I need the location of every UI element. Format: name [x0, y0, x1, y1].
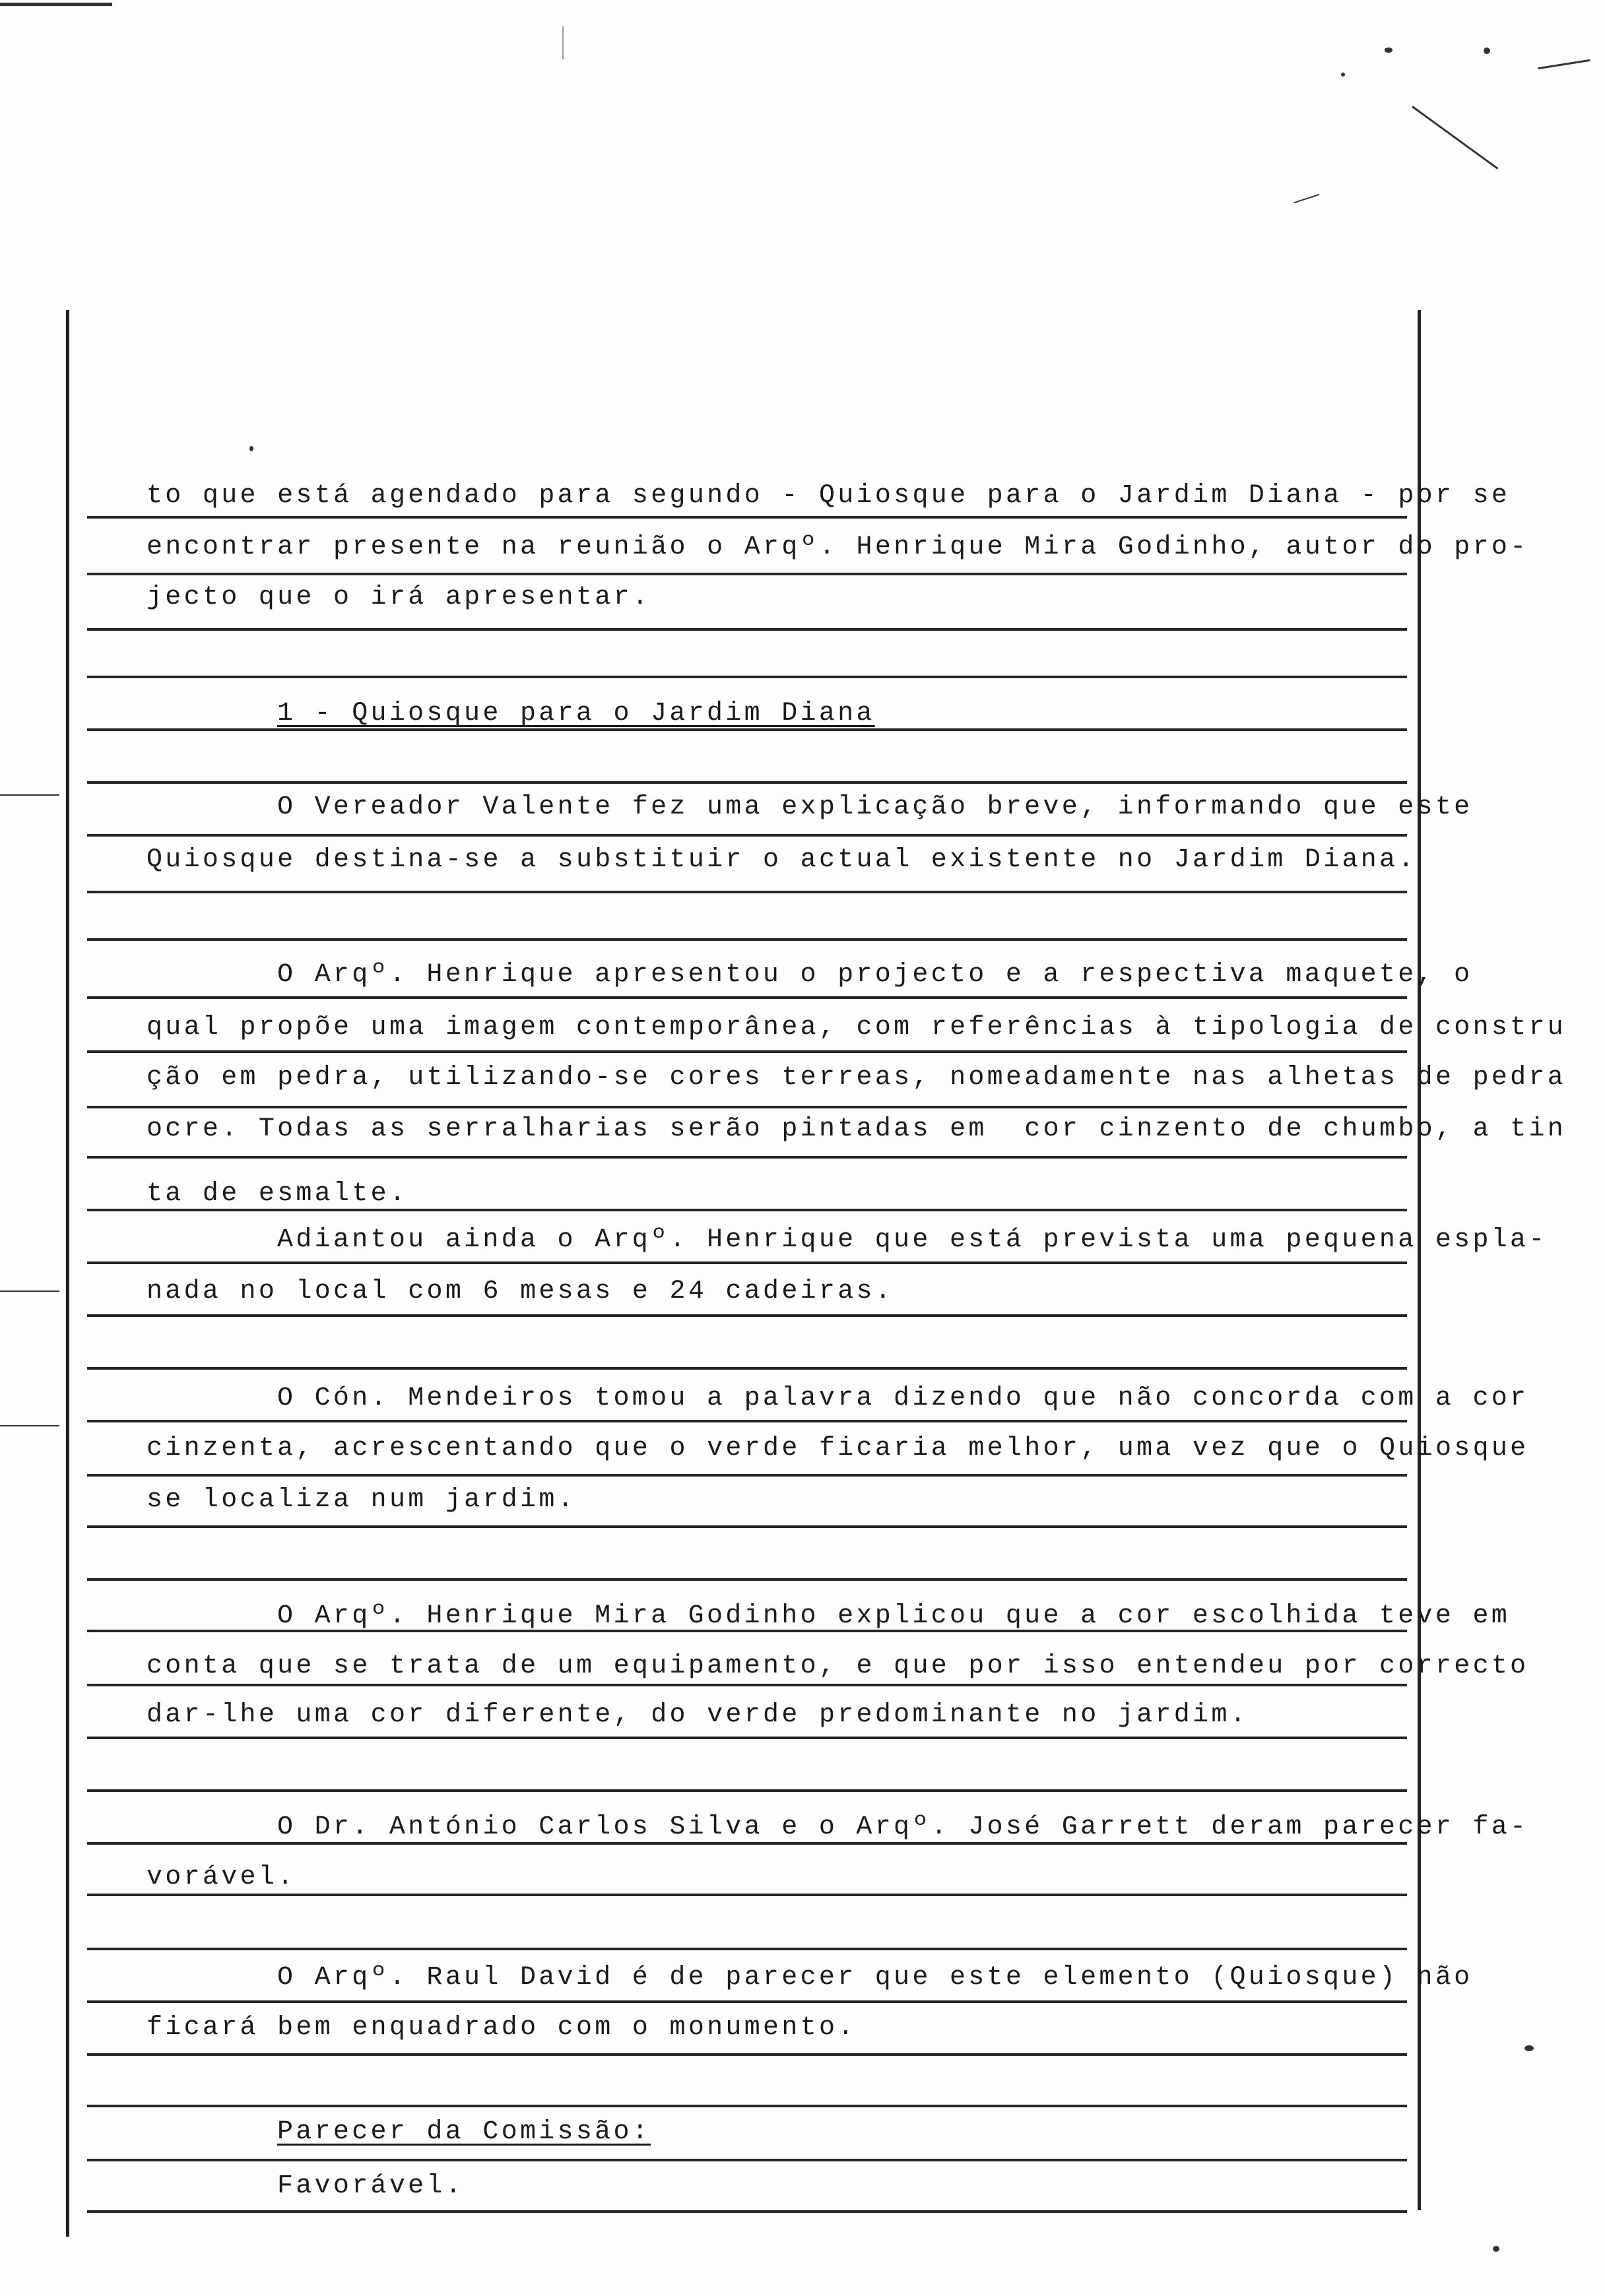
text-line: jecto que o irá apresentar. — [147, 583, 651, 612]
ruled-line — [87, 834, 1407, 837]
ruled-line — [87, 1789, 1407, 1792]
scan-speck — [1493, 2246, 1499, 2252]
scan-speck — [1484, 48, 1490, 54]
text-line: nada no local com 6 mesas e 24 cadeiras. — [147, 1277, 894, 1306]
ruled-line — [87, 996, 1407, 999]
ruled-line — [87, 2053, 1407, 2056]
text-line: O Arqº. Henrique Mira Godinho explicou que a cor escolhida teve em — [277, 1601, 1511, 1631]
ruled-line — [87, 1156, 1407, 1159]
scan-mark — [0, 3, 112, 6]
left-margin-rule — [66, 310, 69, 2237]
text-line: se localiza num jardim. — [147, 1485, 576, 1515]
text-line: ta de esmalte. — [147, 1179, 409, 1209]
scan-mark — [0, 794, 59, 796]
ruled-line — [87, 1261, 1407, 1264]
ruled-line — [87, 2105, 1407, 2107]
ruled-line — [87, 2159, 1407, 2161]
committee-opinion-heading: Parecer da Comissão: — [277, 2117, 651, 2147]
committee-opinion-value: Favorável. — [277, 2171, 465, 2201]
ruled-line — [87, 2000, 1407, 2003]
text-line: dar-lhe uma cor diferente, do verde predominante no jardim. — [147, 1700, 1249, 1730]
text-line: ficará bem enquadrado com o monumento. — [147, 2013, 857, 2043]
ruled-line — [87, 1948, 1407, 1950]
scan-mark — [562, 26, 564, 59]
text-line: encontrar presente na reunião o Arqº. Henrique Mira Godinho, autor do pro- — [147, 532, 1529, 562]
ruled-line — [87, 891, 1407, 893]
text-line: to que está agendado para segundo - Quiosque para o Jardim Diana - por se — [147, 481, 1511, 511]
right-margin-rule — [1418, 310, 1421, 2210]
scan-mark — [0, 1291, 59, 1292]
text-line: cinzenta, acrescentando que o verde ficaria melhor, uma vez que o Quiosque — [147, 1434, 1529, 1463]
text-line: vorável. — [147, 1863, 296, 1892]
scan-speck — [1524, 2045, 1534, 2051]
section-heading: 1 - Quiosque para o Jardim Diana — [277, 699, 875, 728]
ruled-line — [87, 573, 1407, 575]
scan-speck — [1385, 48, 1392, 53]
text-line: O Arqº. Raul David é de parecer que este elemento (Quiosque) não — [277, 1963, 1473, 1993]
scan-speck — [1341, 73, 1345, 77]
text-line: Adiantou ainda o Arqº. Henrique que está prevista uma pequena espla- — [277, 1225, 1548, 1255]
ruled-line — [87, 938, 1407, 941]
scan-mark — [1294, 194, 1320, 203]
ruled-line — [87, 1737, 1407, 1739]
ruled-line — [87, 516, 1407, 519]
ruled-line — [87, 2210, 1407, 2213]
ruled-line — [87, 676, 1407, 678]
text-line: O Dr. António Carlos Silva e o Arqº. José Garrett deram parecer fa- — [277, 1812, 1529, 1842]
scan-mark — [0, 1425, 59, 1426]
ruled-line — [87, 1578, 1407, 1581]
text-line: Quiosque destina-se a substituir o actual existente no Jardim Diana. — [147, 845, 1417, 875]
scan-mark — [1412, 106, 1498, 169]
scan-mark — [1538, 59, 1590, 69]
ruled-line — [87, 781, 1407, 784]
ruled-line — [87, 1684, 1407, 1686]
text-line: qual propõe uma imagem contemporânea, com referências à tipologia de constru — [147, 1013, 1567, 1042]
ruled-line — [87, 1106, 1407, 1108]
text-line: conta que se trata de um equipamento, e que por isso entendeu por correcto — [147, 1651, 1529, 1681]
ruled-line — [87, 1314, 1407, 1317]
ruled-line — [87, 628, 1407, 631]
text-line: ção em pedra, utilizando-se cores terreas, nomeadamente nas alhetas de pedra — [147, 1063, 1567, 1093]
ruled-line — [87, 1050, 1407, 1053]
ruled-line — [87, 1894, 1407, 1896]
text-line: O Cón. Mendeiros tomou a palavra dizendo que não concorda com a cor — [277, 1384, 1529, 1413]
ruled-line — [87, 1474, 1407, 1477]
text-line: O Vereador Valente fez uma explicação breve, informando que este — [277, 792, 1473, 822]
ruled-line — [87, 1525, 1407, 1528]
ruled-line — [87, 1420, 1407, 1422]
ruled-line — [87, 1367, 1407, 1370]
scan-speck — [249, 446, 253, 451]
text-line: O Arqº. Henrique apresentou o projecto e a respectiva maquete, o — [277, 960, 1473, 990]
text-line: ocre. Todas as serralharias serão pintadas em cor cinzento de chumbo, a tin — [147, 1114, 1567, 1144]
